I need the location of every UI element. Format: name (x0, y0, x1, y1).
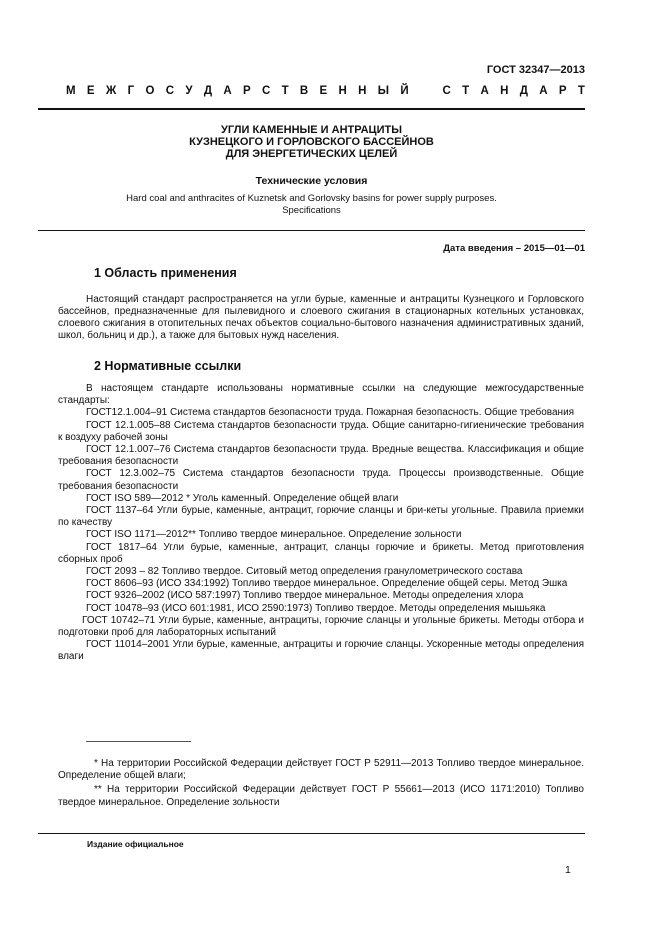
reference-item: ГОСТ 12.3.002–75 Система стандартов безопасности труда. Процессы производственные. Общие требования безопасности (58, 468, 584, 492)
references-intro: В настоящем стандарте использованы нормативные ссылки на следующие межгосударственные стандарты: (58, 383, 584, 407)
banner-letter: Г (127, 85, 135, 97)
reference-item: ГОСТ 12.1.007–76 Система стандартов безопасности труда. Вредные вещества. Классификация и общие требования безопасности (58, 444, 584, 468)
reference-item: ГОСТ 9326–2002 (ИСО 587:1997) Топливо твердое минеральное. Методы определения хлора (86, 590, 524, 602)
banner-letter: Т (577, 85, 585, 97)
title-line: КУЗНЕЦКОГО И ГОРЛОВСКОГО БАССЕЙНОВ (189, 136, 434, 148)
banner-letter: Ы (377, 85, 390, 97)
reference-item: ГОСТ 2093 – 82 Топливо твердое. Ситовый метод определения гранулометрического состава (86, 566, 523, 578)
section-1-heading: 1 Область применения (94, 266, 237, 280)
banner-letter: С (261, 85, 271, 97)
banner-letter: Д (519, 85, 528, 97)
banner-letter: Т (281, 85, 289, 97)
header-divider (38, 108, 585, 110)
banner-letter: Н (500, 85, 509, 97)
title-line: ДЛЯ ЭНЕРГЕТИЧЕСКИХ ЦЕЛЕЙ (225, 148, 398, 160)
reference-item: ГОСТ 8606–93 (ИСО 334:1992) Топливо твердое минеральное. Определение общей серы. Метод Эшка (86, 578, 568, 590)
english-title-line: Specifications (282, 205, 341, 216)
banner-letter: Т (462, 85, 470, 97)
standard-code: ГОСТ 32347—2013 (486, 64, 585, 76)
title-line: УГЛИ КАМЕННЫЕ И АНТРАЦИТЫ (220, 124, 402, 136)
banner-letter: Р (242, 85, 251, 97)
reference-item: ГОСТ ISO 1171—2012** Топливо твердое минеральное. Определение зольности (86, 529, 462, 541)
banner-letter: О (145, 85, 155, 97)
reference-item: ГОСТ 12.1.005–88 Система стандартов безопасности труда. Общие санитарно-гигиенические требования к воздуху рабочей зоны (58, 419, 584, 443)
title-divider (38, 230, 585, 231)
reference-item: ГОСТ 11014–2001 Угли бурые, каменные, антрациты и горючие сланцы. Ускоренные методы определения влаги (58, 639, 584, 663)
banner-letter: Е (86, 85, 95, 97)
banner-letter: С (442, 85, 451, 97)
reference-item: ГОСТ ISO 589—2012 * Уголь каменный. Определение общей влаги (86, 492, 399, 504)
introduction-date: Дата введения – 2015—01—01 (443, 243, 585, 254)
normative-references (58, 383, 584, 664)
reference-item: ГОСТ 1817–64 Угли бурые, каменные, антрацит, сланцы горючие и брикеты. Метод приготовления сборных проб (58, 541, 584, 565)
banner-letter: Д (203, 85, 213, 97)
banner-letter: М (66, 85, 76, 97)
reference-item: ГОСТ12.1.004–91 Система стандартов безопасности труда. Пожарная безопасность. Общие требования (86, 407, 575, 419)
standard-type-banner (66, 85, 585, 97)
banner-letter: Е (319, 85, 328, 97)
section-1-text: Настоящий стандарт распространяется на угли бурые, каменные и антрациты Кузнецкого и Горловского бассейнов, предназначенные для пылевидного и слоевого сжигания в стационарных котельных установках, слоевого сжигания в отопительных печах объектов социально-бытового назначения административных зданий, школ, больниц и др.), а также для бытовых нужд населения. (58, 294, 584, 341)
banner-letter: Н (338, 85, 347, 97)
banner-letter: С (165, 85, 175, 97)
footnote: * На территории Российской Федерации действует ГОСТ Р 52911—2013 Топливо твердое минеральное. Определение общей влаги; (58, 758, 584, 782)
banner-letter: Й (400, 85, 409, 97)
banner-letter: А (539, 85, 548, 97)
section-2-heading: 2 Нормативные ссылки (94, 359, 242, 373)
banner-letter: А (223, 85, 232, 97)
footnotes (58, 758, 584, 811)
banner-letter: Ж (105, 85, 117, 97)
document-subtitle: Технические условия (255, 175, 368, 187)
document-title (38, 124, 585, 160)
banner-letter: В (299, 85, 309, 97)
footer-divider (38, 833, 585, 834)
reference-item: ГОСТ 10478–93 (ИСО 601:1981, ИСО 2590:1973) Топливо твердое. Методы определения мышьяка (86, 602, 546, 614)
banner-letter: У (185, 85, 193, 97)
english-title (38, 193, 585, 217)
page-number: 1 (565, 864, 571, 876)
edition-label: Издание официальное (87, 839, 184, 849)
reference-item: ГОСТ 10742–71 Угли бурые, каменные, антрациты, горючие сланцы и угольные брикеты. Методы отбора и подготовки проб для лабораторных испытаний (58, 614, 584, 639)
english-title-line: Hard coal and anthracites of Kuznetsk and Gorlovsky basins for power supply purposes. (126, 193, 497, 204)
footnote: ** На территории Российской Федерации действует ГОСТ Р 55661—2013 (ИСО 1171:2010) Топливо твердое минеральное. Определение зольности (58, 784, 584, 808)
footnote-separator (86, 741, 191, 742)
banner-letter: Р (558, 85, 567, 97)
banner-letter: Н (358, 85, 367, 97)
reference-item: ГОСТ 1137–64 Угли бурые, каменные, антрацит, горючие сланцы и бри-кеты угольные. Правила приемки по качеству (58, 505, 584, 529)
banner-letter: А (480, 85, 489, 97)
